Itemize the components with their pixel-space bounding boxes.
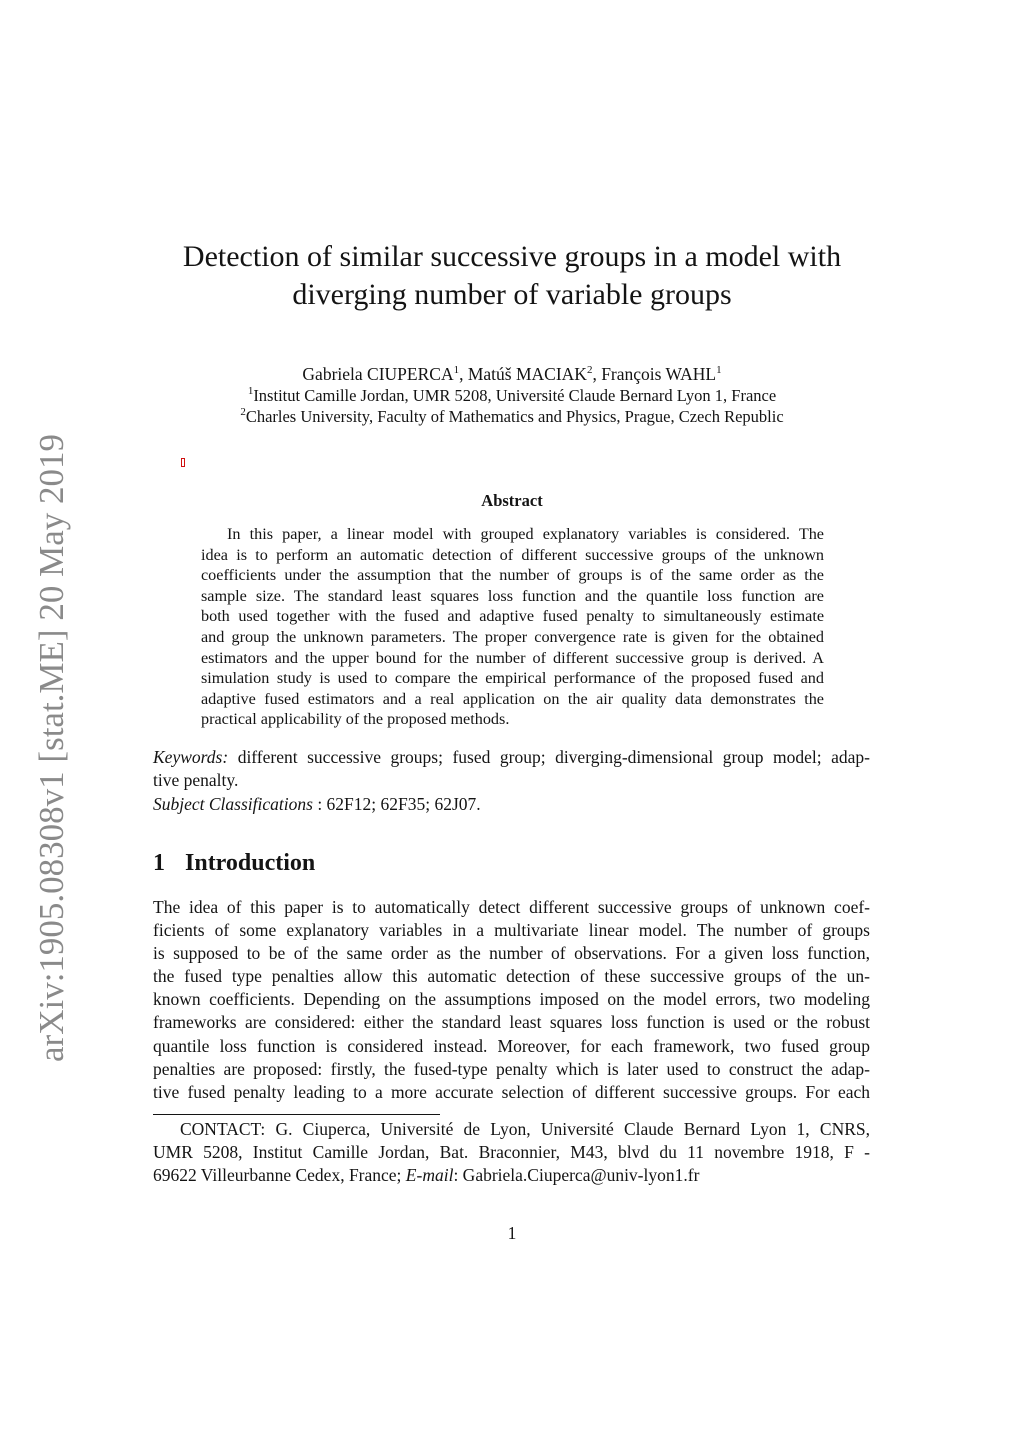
abstract-line: idea is to perform an automatic detection of different successive groups of the unknown	[201, 545, 824, 564]
keywords-line: tive penalty.	[153, 770, 239, 790]
affiliation-marker: 1	[247, 385, 254, 397]
footnote-line	[153, 1164, 870, 1187]
affiliation-text: Institut Camille Jordan, UMR 5208, Université Claude Bernard Lyon 1, France	[253, 386, 777, 405]
author-separator: ,	[459, 364, 468, 384]
affiliation-text: Charles University, Faculty of Mathematics and Physics, Prague, Czech Republic	[245, 407, 784, 426]
subject-label: Subject Classifications	[153, 794, 313, 814]
paper-title	[0, 238, 1024, 314]
body-line: known coefficients. Depending on the assumptions imposed on the model errors, two modeling	[153, 989, 870, 1010]
body-line: is supposed to be of the same order as the number of observations. For a given loss function,	[153, 943, 870, 964]
introduction-body	[153, 896, 870, 1104]
body-line: The idea of this paper is to automatically detect different successive groups of unknown coef-	[153, 897, 870, 917]
author-separator: ,	[592, 364, 602, 384]
body-line: the fused type penalties allow this automatic detection of these successive groups of the un-	[153, 966, 870, 987]
author-affiliation-marker: 2	[586, 364, 593, 376]
contact-footnote	[153, 1118, 870, 1187]
author-affiliation-marker: 1	[453, 364, 460, 376]
footnote-line: UMR 5208, Institut Camille Jordan, Bat. Braconnier, M43, blvd du 11 novembre 1918, F -	[153, 1142, 870, 1162]
title-line: Detection of similar successive groups in a model with	[182, 240, 842, 273]
author-affiliation-marker: 1	[716, 364, 722, 376]
footnote-line: CONTACT: G. Ciuperca, Université de Lyon, Université Claude Bernard Lyon 1, CNRS,	[180, 1119, 870, 1139]
affiliation-2	[0, 407, 1024, 427]
abstract-line: both used together with the fused and adaptive fused penalty to simultaneously estimate	[201, 607, 824, 626]
abstract-line: estimators and the upper bound for the number of different successive group is derived. A	[201, 648, 824, 667]
title-line: diverging number of variable groups	[292, 278, 732, 311]
abstract-heading: Abstract	[481, 491, 543, 510]
section-title: Introduction	[185, 850, 316, 876]
body-line: tive fused penalty leading to a more accurate selection of different successive groups. For each	[153, 1081, 870, 1102]
email-address: : Gabriela.Ciuperca@univ-lyon1.fr	[453, 1165, 700, 1185]
author-list	[0, 364, 1024, 385]
abstract-body	[201, 524, 824, 730]
body-line: frameworks are considered: either the standard least squares loss function is used or the robust	[153, 1012, 870, 1033]
arxiv-identifier-stamp: arXiv:1905.08308v1 [stat.ME] 20 May 2019	[32, 434, 71, 1062]
annotation-marker	[181, 458, 185, 467]
abstract-line: and group the unknown parameters. The proper convergence rate is given for the obtained	[201, 627, 824, 646]
body-line: ficients of some explanatory variables in a multivariate linear model. The number of groups	[153, 920, 870, 941]
footnote-rule	[153, 1114, 440, 1115]
affiliation-marker: 2	[240, 406, 246, 418]
author-name: Gabriela CIUPERCA	[302, 364, 454, 384]
abstract-line: practical applicability of the proposed methods.	[201, 710, 510, 729]
body-line: penalties are proposed: firstly, the fused-type penalty which is later used to construct the adap-	[153, 1058, 870, 1079]
email-label: E-mail	[405, 1165, 454, 1185]
footnote-address: 69622 Villeurbanne Cedex, France;	[153, 1165, 406, 1185]
abstract-line: coefficients under the assumption that the number of groups is of the same order as the	[201, 566, 824, 585]
section-number: 1	[153, 850, 165, 876]
abstract-line: sample size. The standard least squares loss function and the quantile loss function are	[201, 586, 824, 605]
author-name: François WAHL	[601, 364, 717, 384]
subject-classifications	[153, 793, 481, 816]
keywords-line	[153, 746, 870, 769]
abstract-line: simulation study is used to compare the empirical performance of the proposed fused and	[201, 669, 824, 688]
abstract-line: In this paper, a linear model with grouped explanatory variables is considered. The	[227, 525, 824, 543]
keywords	[153, 746, 870, 792]
subject-codes: : 62F12; 62F35; 62J07.	[312, 794, 481, 814]
section-heading	[153, 848, 315, 878]
author-name: Matúš MACIAK	[467, 364, 587, 384]
affiliation-1	[0, 386, 1024, 406]
abstract-line: adaptive fused estimators and a real application on the air quality data demonstrates the	[201, 689, 824, 708]
keywords-text: different successive groups; fused group; diverging-dimensional group model; adap-	[237, 747, 870, 767]
keywords-label: Keywords:	[153, 747, 229, 767]
page-number: 1	[507, 1223, 517, 1243]
body-line: quantile loss function is considered instead. Moreover, for each framework, two fused group	[153, 1035, 870, 1056]
